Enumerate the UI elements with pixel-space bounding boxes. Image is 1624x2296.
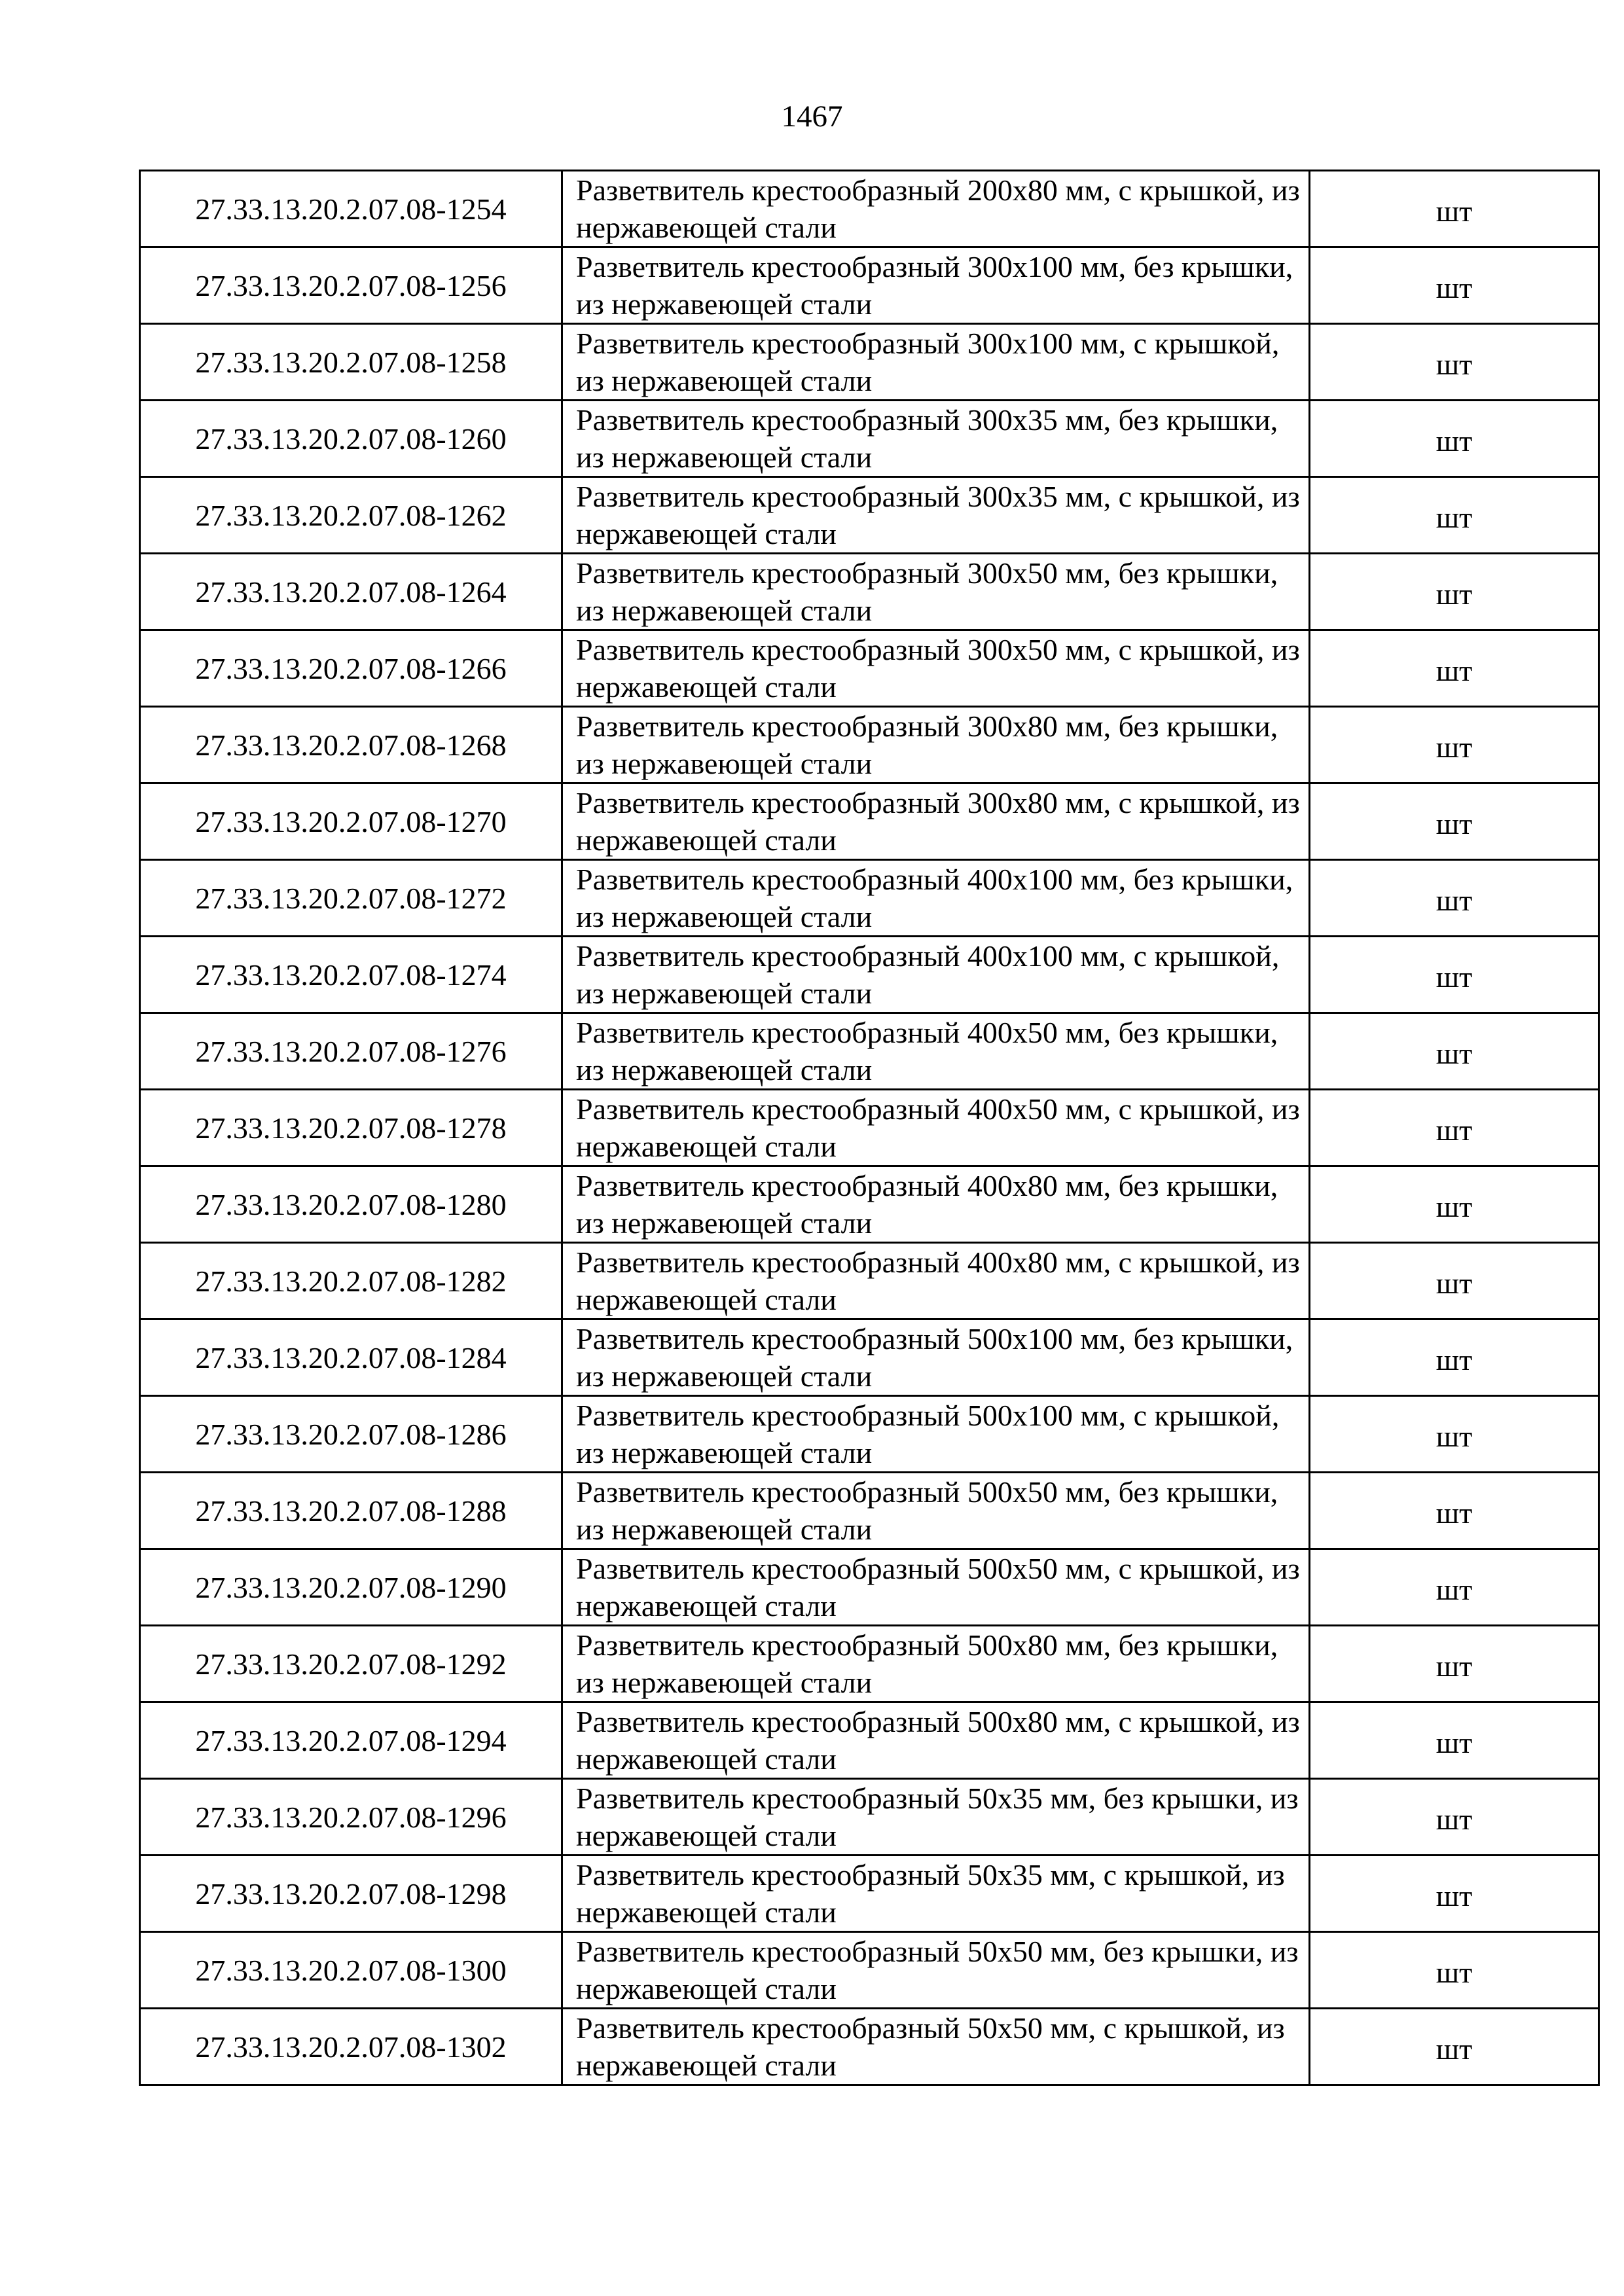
unit-cell: шт [1310,324,1599,401]
unit-cell: шт [1310,1396,1599,1473]
unit-cell: шт [1310,1243,1599,1319]
resource-table [139,170,1600,2086]
unit-cell: шт [1310,860,1599,937]
unit-cell: шт [1310,171,1599,247]
resource-name-cell: Разветвитель крестообразный 500х100 мм, с крышкой, из нержавеющей стали [562,1396,1310,1473]
unit-cell: шт [1310,1013,1599,1090]
resource-code-cell: 27.33.13.20.2.07.08-1254 [140,171,562,247]
table-row [140,937,1599,1013]
resource-code-cell: 27.33.13.20.2.07.08-1270 [140,783,562,860]
table-row [140,1779,1599,1856]
table-row [140,2009,1599,2085]
table-row [140,1396,1599,1473]
resource-name-cell: Разветвитель крестообразный 300х80 мм, с крышкой, из нержавеющей стали [562,783,1310,860]
table-row [140,401,1599,477]
table-row [140,1473,1599,1549]
resource-name-cell: Разветвитель крестообразный 300х35 мм, с крышкой, из нержавеющей стали [562,477,1310,554]
table-row [140,1702,1599,1779]
resource-name-cell: Разветвитель крестообразный 300х50 мм, без крышки, из нержавеющей стали [562,554,1310,630]
table-row [140,707,1599,783]
resource-code-cell: 27.33.13.20.2.07.08-1286 [140,1396,562,1473]
unit-cell: шт [1310,247,1599,324]
resource-name-cell: Разветвитель крестообразный 50х50 мм, с крышкой, из нержавеющей стали [562,2009,1310,2085]
unit-cell: шт [1310,1319,1599,1396]
resource-code-cell: 27.33.13.20.2.07.08-1260 [140,401,562,477]
resource-name-cell: Разветвитель крестообразный 300х100 мм, с крышкой, из нержавеющей стали [562,324,1310,401]
unit-cell: шт [1310,554,1599,630]
resource-code-cell: 27.33.13.20.2.07.08-1302 [140,2009,562,2085]
resource-name-cell: Разветвитель крестообразный 50х35 мм, с крышкой, из нержавеющей стали [562,1856,1310,1932]
resource-code-cell: 27.33.13.20.2.07.08-1290 [140,1549,562,1626]
unit-cell: шт [1310,1779,1599,1856]
resource-table-body [140,171,1599,2085]
unit-cell: шт [1310,630,1599,707]
resource-name-cell: Разветвитель крестообразный 500х50 мм, без крышки, из нержавеющей стали [562,1473,1310,1549]
resource-code-cell: 27.33.13.20.2.07.08-1300 [140,1932,562,2009]
resource-code-cell: 27.33.13.20.2.07.08-1272 [140,860,562,937]
resource-name-cell: Разветвитель крестообразный 400х50 мм, с крышкой, из нержавеющей стали [562,1090,1310,1166]
unit-cell: шт [1310,401,1599,477]
table-row [140,1319,1599,1396]
unit-cell: шт [1310,1626,1599,1702]
resource-name-cell: Разветвитель крестообразный 400х100 мм, без крышки, из нержавеющей стали [562,860,1310,937]
table-row [140,1090,1599,1166]
resource-code-cell: 27.33.13.20.2.07.08-1288 [140,1473,562,1549]
resource-name-cell: Разветвитель крестообразный 300х100 мм, без крышки, из нержавеющей стали [562,247,1310,324]
table-row [140,247,1599,324]
resource-code-cell: 27.33.13.20.2.07.08-1264 [140,554,562,630]
unit-cell: шт [1310,1473,1599,1549]
page-number: 1467 [781,99,843,134]
table-row [140,1626,1599,1702]
resource-name-cell: Разветвитель крестообразный 400х50 мм, без крышки, из нержавеющей стали [562,1013,1310,1090]
resource-name-cell: Разветвитель крестообразный 400х80 мм, с крышкой, из нержавеющей стали [562,1243,1310,1319]
unit-cell: шт [1310,2009,1599,2085]
table-row [140,171,1599,247]
resource-code-cell: 27.33.13.20.2.07.08-1280 [140,1166,562,1243]
table-row [140,1932,1599,2009]
table-row [140,630,1599,707]
resource-name-cell: Разветвитель крестообразный 500х80 мм, с крышкой, из нержавеющей стали [562,1702,1310,1779]
resource-code-cell: 27.33.13.20.2.07.08-1292 [140,1626,562,1702]
resource-name-cell: Разветвитель крестообразный 500х100 мм, без крышки, из нержавеющей стали [562,1319,1310,1396]
table-row [140,1013,1599,1090]
table-row [140,324,1599,401]
resource-name-cell: Разветвитель крестообразный 400х100 мм, с крышкой, из нержавеющей стали [562,937,1310,1013]
resource-code-cell: 27.33.13.20.2.07.08-1284 [140,1319,562,1396]
table-row [140,1166,1599,1243]
resource-name-cell: Разветвитель крестообразный 300х50 мм, с крышкой, из нержавеющей стали [562,630,1310,707]
resource-code-cell: 27.33.13.20.2.07.08-1274 [140,937,562,1013]
unit-cell: шт [1310,1166,1599,1243]
unit-cell: шт [1310,1932,1599,2009]
unit-cell: шт [1310,477,1599,554]
unit-cell: шт [1310,1090,1599,1166]
resource-name-cell: Разветвитель крестообразный 200х80 мм, с крышкой, из нержавеющей стали [562,171,1310,247]
resource-code-cell: 27.33.13.20.2.07.08-1262 [140,477,562,554]
unit-cell: шт [1310,1549,1599,1626]
unit-cell: шт [1310,1856,1599,1932]
table-row [140,783,1599,860]
table-row [140,1549,1599,1626]
table-row [140,1243,1599,1319]
resource-code-cell: 27.33.13.20.2.07.08-1282 [140,1243,562,1319]
resource-name-cell: Разветвитель крестообразный 50х50 мм, без крышки, из нержавеющей стали [562,1932,1310,2009]
resource-name-cell: Разветвитель крестообразный 500х50 мм, с крышкой, из нержавеющей стали [562,1549,1310,1626]
unit-cell: шт [1310,1702,1599,1779]
resource-code-cell: 27.33.13.20.2.07.08-1258 [140,324,562,401]
table-row [140,860,1599,937]
resource-code-cell: 27.33.13.20.2.07.08-1256 [140,247,562,324]
resource-code-cell: 27.33.13.20.2.07.08-1268 [140,707,562,783]
resource-name-cell: Разветвитель крестообразный 50х35 мм, без крышки, из нержавеющей стали [562,1779,1310,1856]
resource-code-cell: 27.33.13.20.2.07.08-1266 [140,630,562,707]
resource-name-cell: Разветвитель крестообразный 300х35 мм, без крышки, из нержавеющей стали [562,401,1310,477]
table-row [140,554,1599,630]
resource-code-cell: 27.33.13.20.2.07.08-1294 [140,1702,562,1779]
unit-cell: шт [1310,937,1599,1013]
resource-code-cell: 27.33.13.20.2.07.08-1296 [140,1779,562,1856]
unit-cell: шт [1310,783,1599,860]
resource-code-cell: 27.33.13.20.2.07.08-1276 [140,1013,562,1090]
resource-name-cell: Разветвитель крестообразный 300х80 мм, без крышки, из нержавеющей стали [562,707,1310,783]
unit-cell: шт [1310,707,1599,783]
table-row [140,477,1599,554]
resource-code-cell: 27.33.13.20.2.07.08-1298 [140,1856,562,1932]
resource-name-cell: Разветвитель крестообразный 400х80 мм, без крышки, из нержавеющей стали [562,1166,1310,1243]
table-row [140,1856,1599,1932]
resource-name-cell: Разветвитель крестообразный 500х80 мм, без крышки, из нержавеющей стали [562,1626,1310,1702]
resource-code-cell: 27.33.13.20.2.07.08-1278 [140,1090,562,1166]
